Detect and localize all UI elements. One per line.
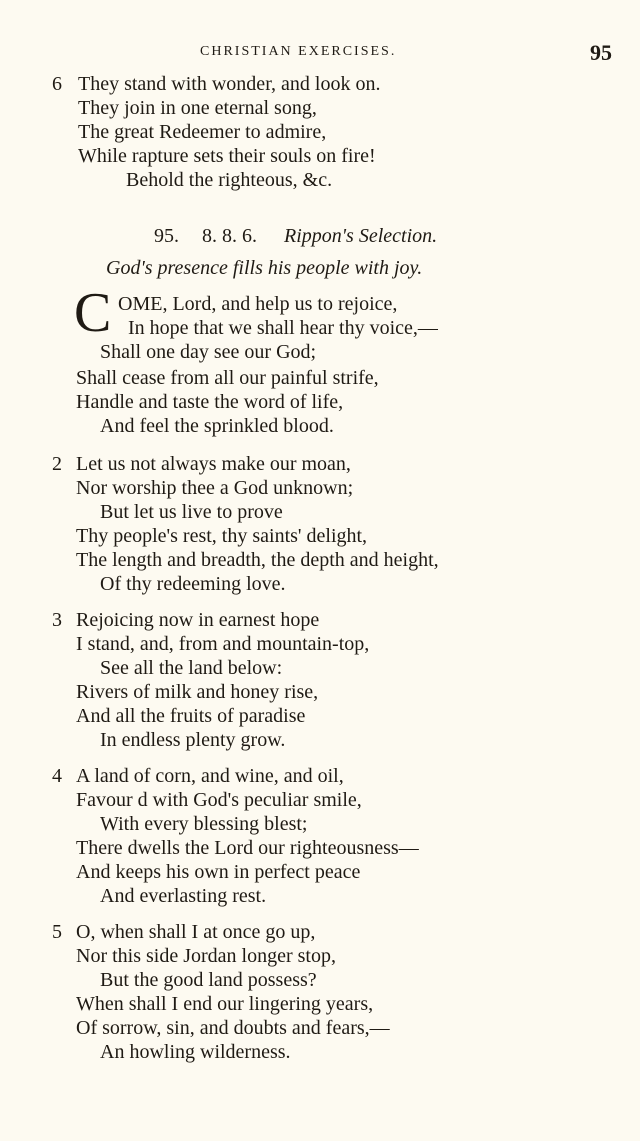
- verse-line: Nor this side Jordan longer stop,: [76, 945, 336, 967]
- verse-number: 4: [52, 765, 62, 787]
- hymn-heading: [154, 224, 437, 248]
- verse-line: They stand with wonder, and look on.: [78, 73, 381, 95]
- verse-line: And feel the sprinkled blood.: [100, 415, 334, 437]
- hymn-number: 95.: [154, 225, 179, 247]
- hymn-meter: 8. 8. 6.: [202, 225, 257, 247]
- page-number: 95: [590, 40, 612, 65]
- verse-line: There dwells the Lord our righteousness—: [76, 837, 419, 859]
- verse-line: Favour d with God's peculiar smile,: [76, 789, 362, 811]
- verse-line: Rejoicing now in earnest hope: [76, 609, 320, 631]
- verse-line: And all the fruits of paradise: [76, 705, 306, 727]
- drop-cap: C: [74, 282, 112, 344]
- verse-line: When shall I end our lingering years,: [76, 993, 374, 1015]
- verse-line: And keeps his own in perfect peace: [76, 861, 361, 883]
- verse-line: Handle and taste the word of life,: [76, 391, 344, 413]
- verse-line: Let us not always make our moan,: [76, 453, 351, 475]
- verse-line: O, when shall I at once go up,: [76, 921, 316, 943]
- verse-line: In hope that we shall hear thy voice,—: [128, 317, 438, 339]
- verse-line: The length and breadth, the depth and height,: [76, 549, 439, 571]
- verse-line: A land of corn, and wine, and oil,: [76, 765, 344, 787]
- verse-line: But let us live to prove: [100, 501, 283, 523]
- verse-line: Rivers of milk and honey rise,: [76, 681, 319, 703]
- verse-line: OME, Lord, and help us to rejoice,: [118, 293, 398, 315]
- verse-line: Of thy redeeming love.: [100, 573, 286, 595]
- hymn-subtitle: God's presence fills his people with joy.: [106, 257, 423, 279]
- verse-line: But the good land possess?: [100, 969, 317, 991]
- hymn-tune: Rippon's Selection.: [284, 225, 438, 247]
- verse-number: 2: [52, 453, 62, 475]
- running-title: CHRISTIAN EXERCISES.: [200, 44, 397, 59]
- verse-line: While rapture sets their souls on fire!: [78, 145, 376, 167]
- verse-line: Shall cease from all our painful strife,: [76, 367, 379, 389]
- verse-line: In endless plenty grow.: [100, 729, 286, 751]
- verse-number: 5: [52, 921, 62, 943]
- verse-line: An howling wilderness.: [100, 1041, 291, 1063]
- verse-line: Shall one day see our God;: [100, 341, 317, 363]
- verse-line: They join in one eternal song,: [78, 97, 317, 119]
- verse-line: I stand, and, from and mountain-top,: [76, 633, 370, 655]
- verse-line: Behold the righteous, &c.: [126, 169, 333, 191]
- verse-number: 3: [52, 609, 62, 631]
- verse-line: Of sorrow, sin, and doubts and fears,—: [76, 1017, 390, 1039]
- verse-line: And everlasting rest.: [100, 885, 267, 907]
- verse-line: Nor worship thee a God unknown;: [76, 477, 354, 499]
- page-header: [0, 40, 640, 68]
- verse-line: Thy people's rest, thy saints' delight,: [76, 525, 368, 547]
- verse-line: The great Redeemer to admire,: [78, 121, 327, 143]
- verse-number: 6: [52, 73, 62, 95]
- verse-line: With every blessing blest;: [100, 813, 308, 835]
- verse-line: See all the land below:: [100, 657, 283, 679]
